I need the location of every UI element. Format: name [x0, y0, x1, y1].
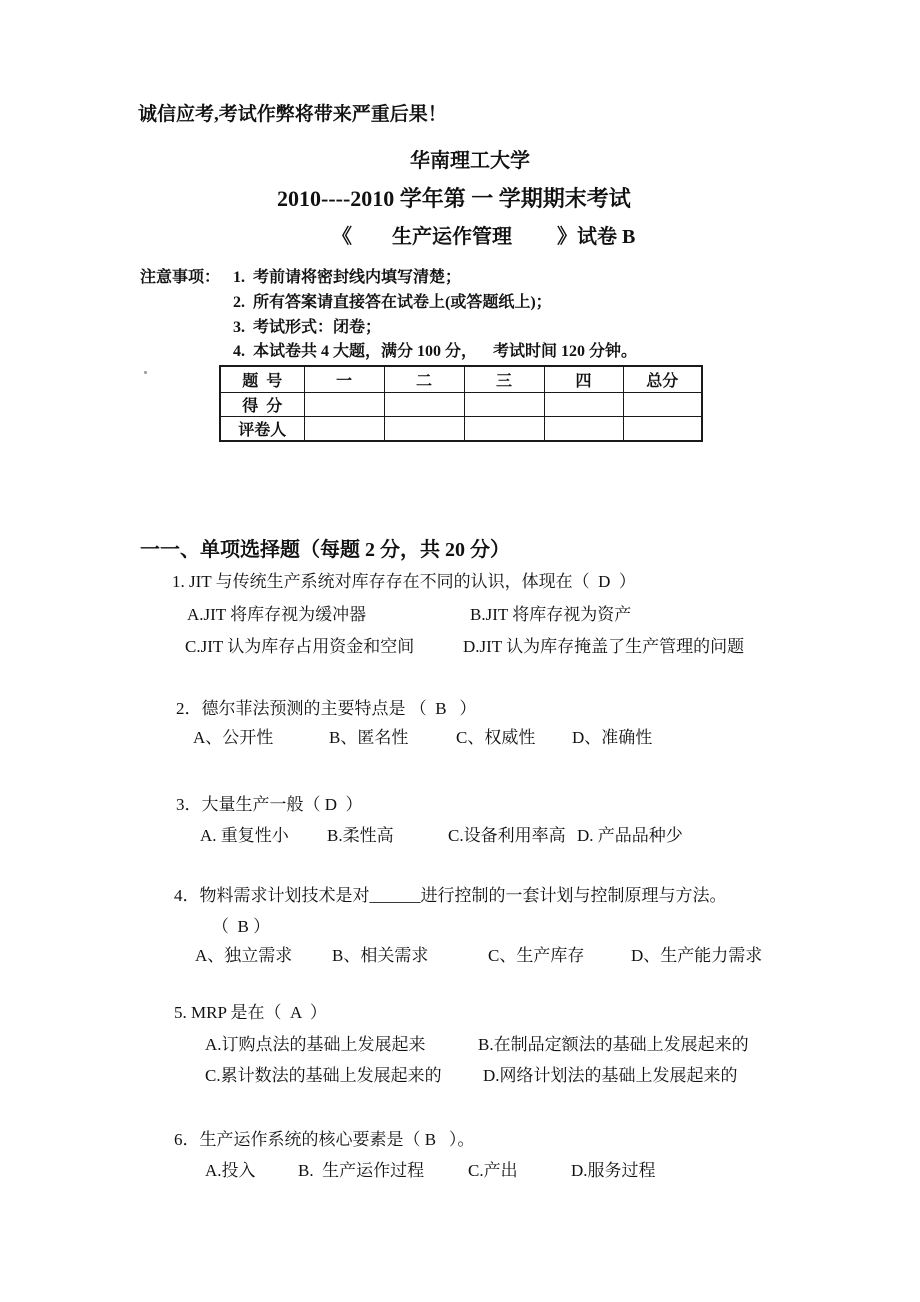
question-4-option-d: D、生产能力需求	[631, 946, 763, 965]
score-cell	[544, 393, 623, 417]
question-2-option-b: B、匿名性	[329, 728, 409, 747]
score-cell	[464, 393, 544, 417]
grader-cell	[544, 417, 623, 442]
integrity-warning: 诚信应考,考试作弊将带来严重后果！	[138, 104, 447, 125]
question-4-stem: 4．物料需求计划技术是对______进行控制的一套计划与控制原理与方法。	[174, 886, 727, 905]
question-4-option-b: B、相关需求	[332, 946, 429, 965]
question-1-option-a: A.JIT 将库存视为缓冲器	[187, 605, 367, 624]
question-2-stem: 2．德尔菲法预测的主要特点是 （ B ）	[176, 699, 477, 718]
question-1-option-c: C.JIT 认为库存占用资金和空间	[185, 637, 415, 656]
question-3-option-b: B.柔性高	[327, 826, 394, 845]
paper-title: 《 生产运作管理 》试卷 B	[332, 226, 636, 248]
question-5-option-b: B.在制品定额法的基础上发展起来的	[478, 1035, 749, 1054]
section-heading: 一一、单项选择题（每题 2 分，共 20 分）	[140, 539, 510, 561]
question-6-option-a: A.投入	[205, 1161, 256, 1180]
score-table	[219, 365, 703, 442]
question-6-option-d: D.服务过程	[571, 1161, 656, 1180]
question-4-answer-line: （ B ）	[212, 917, 271, 936]
question-3-stem: 3．大量生产一般（ D ）	[176, 795, 363, 814]
score-table-header-cell: 二	[384, 366, 464, 393]
question-2-option-c: C、权威性	[456, 728, 536, 747]
exam-session-title: 2010----2010 学年第 一 学期期末考试	[277, 186, 631, 211]
notice-label: 注意事项：	[140, 269, 221, 286]
question-4-option-a: A、独立需求	[195, 946, 293, 965]
question-3-option-a: A. 重复性小	[200, 826, 289, 845]
question-2-option-a: A、公开性	[193, 728, 274, 747]
notice-item-4: 4. 本试卷共 4 大题，满分 100 分， 考试时间 120 分钟。	[233, 343, 638, 360]
notice-item-1: 1. 考前请将密封线内填写清楚；	[233, 269, 462, 286]
score-table-header-row	[220, 366, 702, 393]
score-cell	[384, 393, 464, 417]
grader-cell	[464, 417, 544, 442]
question-3-option-d: D. 产品品种少	[577, 826, 683, 845]
score-row	[220, 393, 702, 417]
question-6-stem: 6．生产运作系统的核心要素是（ B ）。	[174, 1130, 475, 1149]
grader-cell	[384, 417, 464, 442]
question-1-stem: 1. JIT 与传统生产系统对库存存在不同的认识，体现在（ D ）	[172, 572, 636, 591]
question-6-option-b: B. 生产运作过程	[298, 1161, 425, 1180]
question-5-option-a: A.订购点法的基础上发展起来	[205, 1035, 426, 1054]
score-table-header-cell: 三	[464, 366, 544, 393]
question-3-option-c: C.设备利用率高	[448, 826, 566, 845]
question-1-option-b: B.JIT 将库存视为资产	[470, 605, 632, 624]
grader-row-label: 评卷人	[220, 417, 304, 442]
question-2-option-d: D、准确性	[572, 728, 653, 747]
question-5-option-d: D.网络计划法的基础上发展起来的	[483, 1066, 738, 1085]
score-table-header-cell: 题 号	[220, 366, 304, 393]
question-5-option-c: C.累计数法的基础上发展起来的	[205, 1066, 442, 1085]
grader-cell	[304, 417, 384, 442]
notice-item-2: 2. 所有答案请直接答在试卷上(或答题纸上)；	[233, 294, 552, 311]
grader-row	[220, 417, 702, 442]
stray-mark	[144, 371, 147, 374]
score-cell	[304, 393, 384, 417]
question-4-option-c: C、生产库存	[488, 946, 585, 965]
grader-cell	[623, 417, 702, 442]
notice-item-3: 3. 考试形式：闭卷；	[233, 319, 382, 336]
question-1-option-d: D.JIT 认为库存掩盖了生产管理的问题	[463, 637, 745, 656]
score-row-label: 得 分	[220, 393, 304, 417]
score-cell	[623, 393, 702, 417]
university-name: 华南理工大学	[410, 150, 530, 172]
score-table-header-cell: 一	[304, 366, 384, 393]
question-6-option-c: C.产出	[468, 1161, 518, 1180]
score-table-header-cell: 四	[544, 366, 623, 393]
question-5-stem: 5. MRP 是在（ A ）	[174, 1003, 327, 1022]
score-table-header-cell: 总分	[623, 366, 702, 393]
